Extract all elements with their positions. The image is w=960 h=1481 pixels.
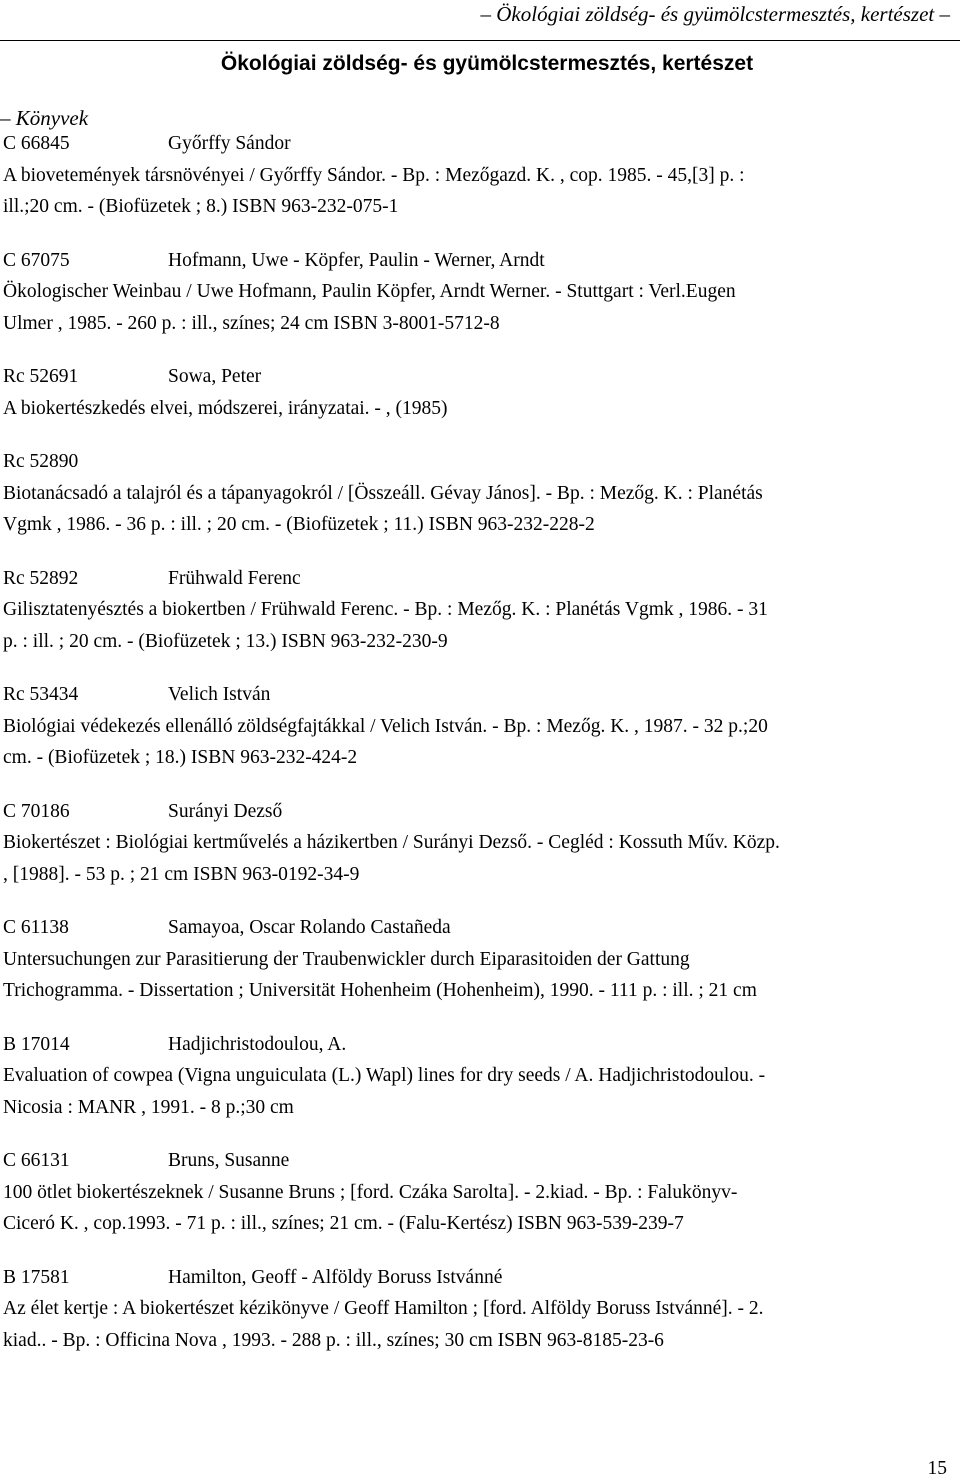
entry-description: Untersuchungen zur Parasitierung der Traubenwickler durch Eiparasitoiden der Gattung Trichogramma. - Dissertation ; Universität Hohenheim (Hohenheim), 1990. - 111 p. : ill. ; 21 cm [3,948,757,1001]
entry-author: Surányi Dezső [168,800,283,822]
entry-author: Győrffy Sándor [168,133,291,154]
entry-description: Biológiai védekezés ellenálló zöldségfajtákkal / Velich István. - Bp. : Mezőg. K. , 1987. - 32 p.;20 cm. - (Biofüzetek ; 18.) ISBN 963-232-424-2 [3,715,768,768]
bibliography-entry [3,679,938,774]
entry-description: Az élet kertje : A biokertészet kézikönyve / Geoff Hamilton ; [ford. Alföldy Boruss Istvánné]. - 2. kiad.. - Bp. : Officina Nova , 1993. - 288 p. : ill., színes; 30 cm ISBN 963-8185-23-6 [3,1298,764,1351]
subsection-heading: – Könyvek [0,106,89,130]
entry-author: Hadjichristodoulou, A. [168,1033,347,1055]
entry-author: Hofmann, Uwe - Köpfer, Paulin - Werner, Arndt [168,249,545,271]
entry-author: Bruns, Susanne [168,1150,290,1171]
entry-description: A biokertészkedés elvei, módszerei, irányzatai. - , (1985) [3,397,448,419]
running-title: – Ökológiai zöldség- és gyümölcstermesztés, kertészet – [480,2,950,26]
entry-author: Samayoa, Oscar Rolando Castañeda [168,917,451,938]
bibliography-entry [3,1029,938,1124]
bibliography-entry [3,796,938,891]
entry-description: Biotanácsadó a talajról és a tápanyagokról / [Összeáll. Gévay János]. - Bp. : Mezőg. K. : Planétás Vgmk , 1986. - 36 p. : ill. ; 20 cm. - (Biofüzetek ; 11.) ISBN 963-232-228-2 [3,482,763,535]
entry-description: A biovetemények társnövényei / Győrffy Sándor. - Bp. : Mezőgazd. K. , cop. 1985. - 45,[3] p. : ill.;20 cm. - (Biofüzetek ; 8.) ISBN 963-232-075-1 [3,164,745,217]
page-number: 15 [927,1458,947,1479]
entry-author: Hamilton, Geoff - Alföldy Boruss Istvánné [168,1266,503,1288]
bibliography-entry [3,446,938,541]
call-number: Rc 53434 [3,684,79,705]
bibliography-entry [3,563,938,658]
entry-author: Frühwald Ferenc [168,567,301,589]
bibliography-entry [3,1262,938,1357]
entry-description: Evaluation of cowpea (Vigna unguiculata (L.) Wapl) lines for dry seeds / A. Hadjichristodoulou. - Nicosia : MANR , 1991. - 8 p.;30 cm [3,1065,766,1118]
call-number: C 66131 [3,1150,70,1171]
bibliography-entry [3,361,938,424]
bibliography-list [3,128,938,1356]
entry-description: Biokertészet : Biológiai kertművelés a házikertben / Surányi Dezső. - Cegléd : Kossuth Műv. Közp. , [1988]. - 53 p. ; 21 cm ISBN 963-0192-34-9 [3,832,780,885]
call-number: C 67075 [3,249,70,271]
call-number: B 17014 [3,1033,70,1055]
call-number: C 66845 [3,133,70,154]
bibliography-entry [3,1145,938,1240]
call-number: C 61138 [3,917,69,938]
section-title: Ökológiai zöldség- és gyümölcstermesztés, kertészet [220,52,754,75]
bibliography-entry [3,912,938,1007]
bibliography-entry [3,128,938,223]
running-header [0,0,960,41]
call-number: B 17581 [3,1266,70,1288]
entry-author: Velich István [168,684,271,705]
entry-author: Sowa, Peter [168,366,262,387]
entry-description: 100 ötlet biokertészeknek / Susanne Bruns ; [ford. Czáka Sarolta]. - 2.kiad. - Bp. : Falukönyv- Ciceró K. , cop.1993. - 71 p. : ill., színes; 21 cm. - (Falu-Kertész) ISBN 963-539-239-7 [3,1181,738,1234]
call-number: Rc 52691 [3,366,79,387]
call-number: Rc 52890 [3,451,79,472]
call-number: Rc 52892 [3,567,79,589]
entry-description: Ökologischer Weinbau / Uwe Hofmann, Paulin Köpfer, Arndt Werner. - Stuttgart : Verl.Eugen Ulmer , 1985. - 260 p. : ill., színes; 24 cm ISBN 3-8001-5712-8 [3,281,736,334]
call-number: C 70186 [3,800,70,822]
bibliography-entry [3,245,938,340]
entry-description: Gilisztatenyésztés a biokertben / Frühwald Ferenc. - Bp. : Mezőg. K. : Planétás Vgmk , 1986. - 31 p. : ill. ; 20 cm. - (Biofüzetek ; 13.) ISBN 963-232-230-9 [3,599,768,652]
